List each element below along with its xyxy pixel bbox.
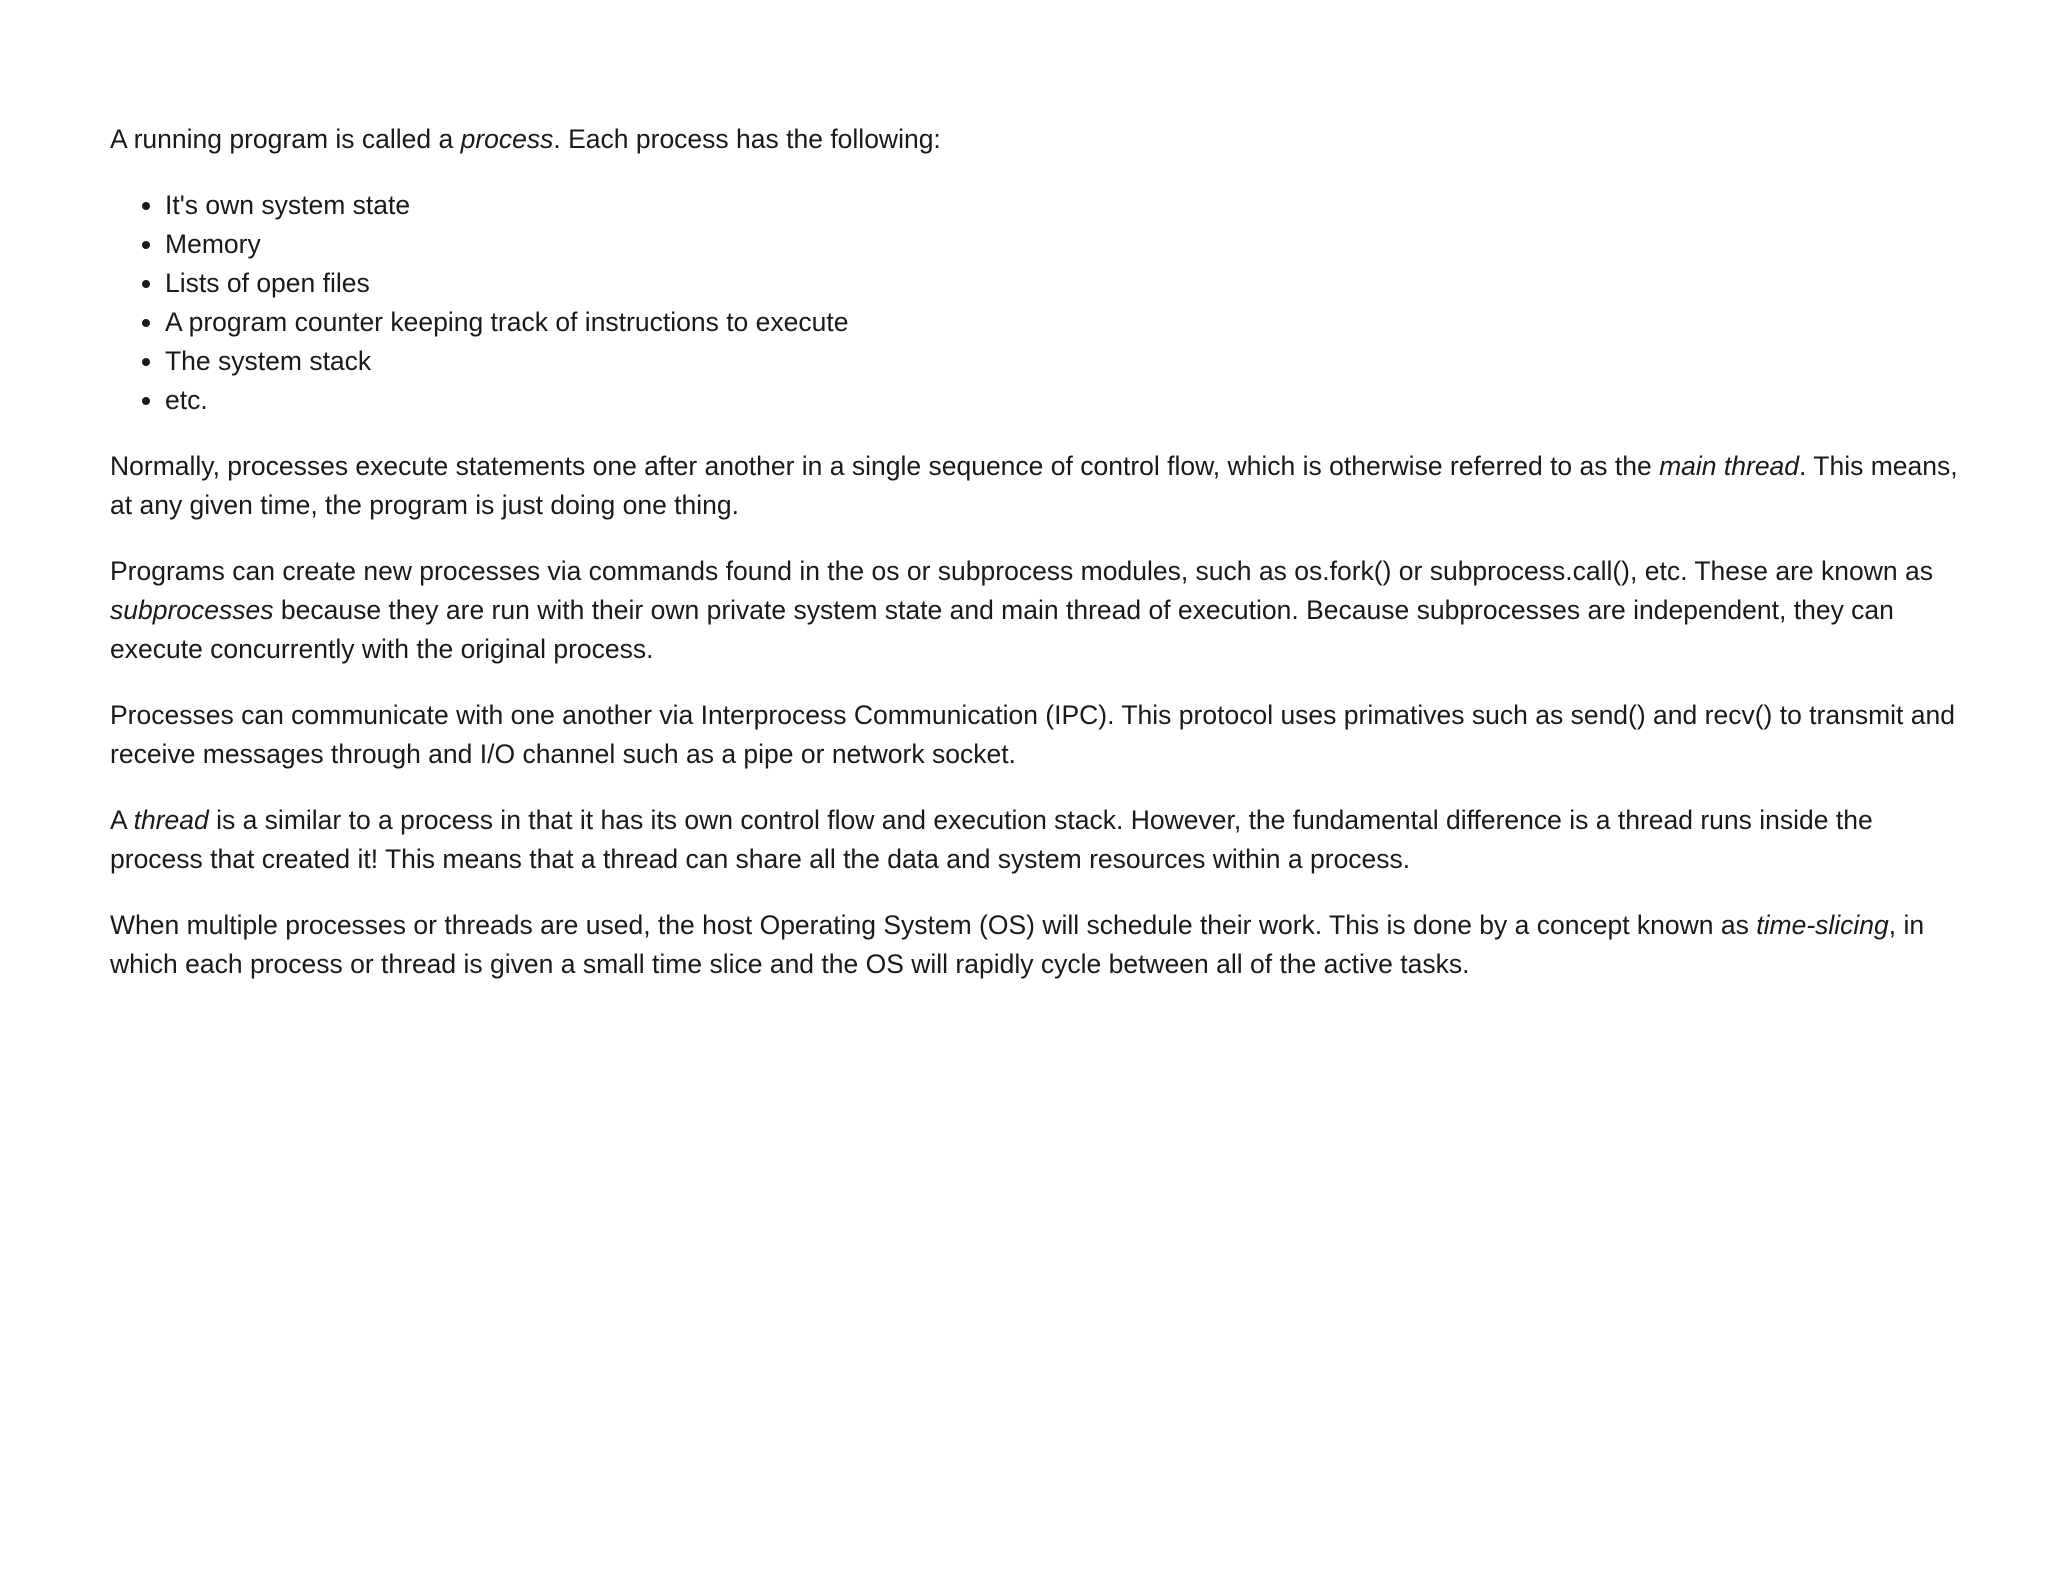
thread-emphasis: thread [133, 805, 209, 835]
intro-text-after: . Each process has the following: [553, 124, 941, 154]
ipc-paragraph: Processes can communicate with one another via Interprocess Communication (IPC). This protocol uses primatives such as send() and recv() to transmit and receive messages through and I/O channel such as a pipe or network socket. [110, 700, 1955, 769]
thread-text-after: is a similar to a process in that it has its own control flow and execution stack. However, the fundamental difference is a thread runs inside the process that created it! This means that a thread can share all the data and system resources within a process. [110, 805, 1873, 874]
main-thread-paragraph [110, 447, 1960, 525]
time-slicing-text-before: When multiple processes or threads are used, the host Operating System (OS) will schedule their work. This is done by a concept known as [110, 910, 1757, 940]
list-item: • It's own system state [165, 186, 1960, 225]
main-thread-text-after: . This means, at any given time, the program is just doing one thing. [110, 451, 1958, 520]
process-properties-list [110, 186, 1960, 420]
list-item: • etc. [165, 381, 1960, 420]
subprocess-text-after: because they are run with their own private system state and main thread of execution. Because subprocesses are independent, they can execute concurrently with the original process. [110, 595, 1894, 664]
main-thread-text-before: Normally, processes execute statements one after another in a single sequence of control flow, which is otherwise referred to as the [110, 451, 1660, 481]
subprocess-paragraph [110, 552, 1960, 669]
list-item: • The system stack [165, 342, 1960, 381]
intro-emphasis: process [460, 124, 554, 154]
list-item: • A program counter keeping track of instructions to execute [165, 303, 1960, 342]
main-thread-emphasis: main thread [1659, 451, 1800, 481]
list-item: • Lists of open files [165, 264, 1960, 303]
subprocess-emphasis: subprocesses [110, 595, 274, 625]
intro-paragraph [110, 120, 1960, 159]
thread-paragraph [110, 801, 1960, 879]
time-slicing-paragraph [110, 906, 1960, 984]
intro-text-before: A running program is called a [110, 124, 461, 154]
document-body [110, 120, 1960, 1011]
time-slicing-emphasis: time-slicing [1756, 910, 1889, 940]
subprocess-text-before: Programs can create new processes via commands found in the os or subprocess modules, such as os.fork() or subprocess.call(), etc. These are known as [110, 556, 1933, 586]
list-item: • Memory [165, 225, 1960, 264]
time-slicing-text-after: , in which each process or thread is given a small time slice and the OS will rapidly cycle between all of the active tasks. [110, 910, 1925, 979]
thread-text-before: A [110, 805, 134, 835]
